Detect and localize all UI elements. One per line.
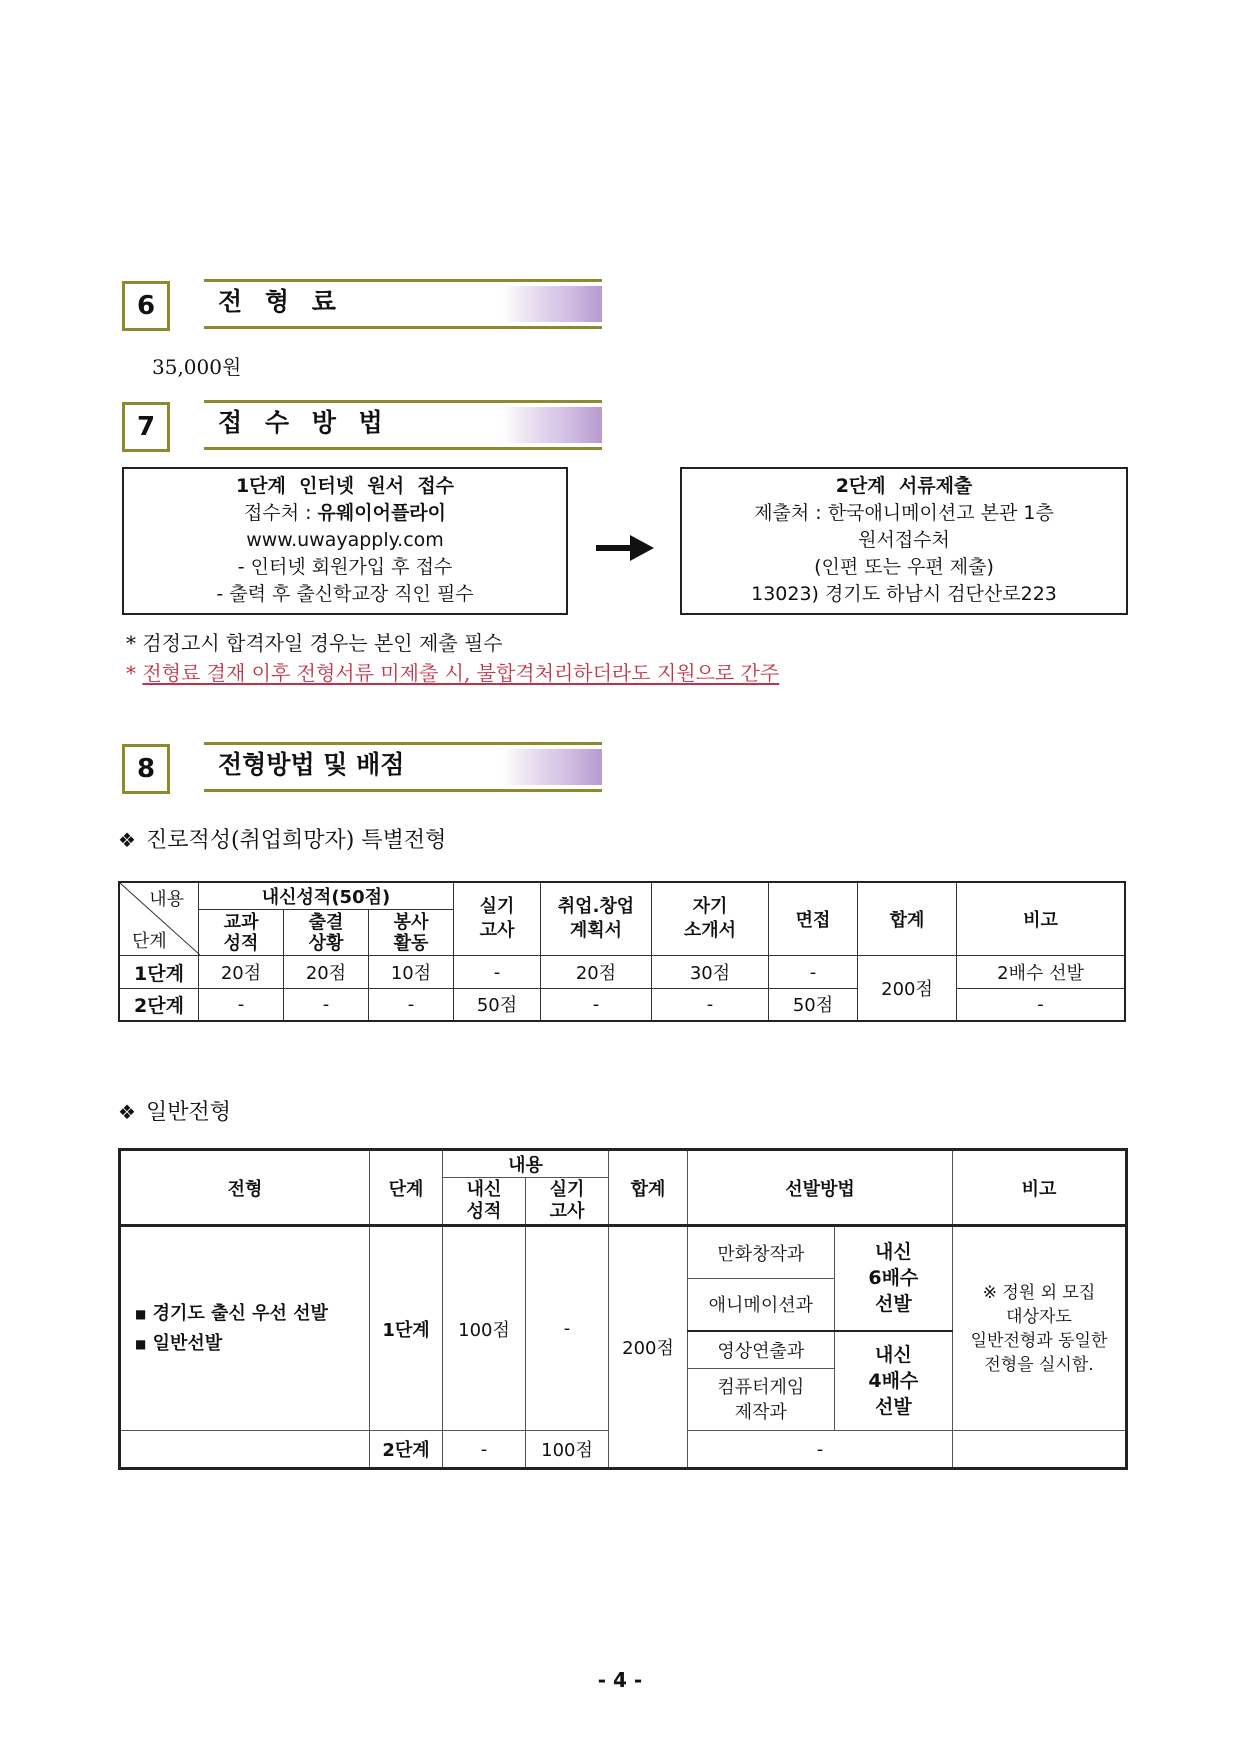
section-7-header bbox=[204, 400, 602, 450]
fee-amount: 35,000원 bbox=[152, 355, 242, 379]
col-note: 비고 bbox=[953, 1150, 1127, 1226]
general-admission-table bbox=[118, 1148, 1128, 1470]
step1-box bbox=[122, 467, 568, 615]
section-7-number: 7 bbox=[122, 402, 170, 452]
table-row: 2단계 - - - 50점 - - 50점 - bbox=[119, 989, 1125, 1021]
dept-cell: 만화창작과 bbox=[688, 1226, 835, 1279]
corner-cell: 내용 단계 bbox=[119, 882, 199, 956]
col-method: 선발방법 bbox=[688, 1150, 953, 1226]
col-interview: 면접 bbox=[769, 882, 858, 956]
total-cell: 200점 bbox=[858, 956, 957, 1021]
section-7-title: 접 수 방 법 bbox=[218, 408, 390, 437]
naesin-group-header: 내신성적(50점) bbox=[199, 882, 454, 910]
page-number: - 4 - bbox=[597, 1668, 643, 1692]
note-ged: * 검정고시 합격자일 경우는 본인 제출 필수 bbox=[126, 631, 503, 655]
total-cell: 200점 bbox=[609, 1226, 688, 1469]
step2-line4: 13023) 경기도 하남시 검단산로223 bbox=[751, 583, 1057, 605]
subcol-silgi: 실기 고사 bbox=[526, 1178, 609, 1226]
dept-cell: 애니메이션과 bbox=[688, 1279, 835, 1331]
subcol-subject: 교과 성적 bbox=[199, 910, 284, 956]
col-type: 전형 bbox=[120, 1150, 370, 1226]
table-row: 1단계 20점 20점 10점 - 20점 30점 - 200점 2배수 선발 bbox=[119, 956, 1125, 989]
type-cell: ■ 경기도 출신 우선 선발 ■ 일반선발 bbox=[120, 1226, 370, 1431]
content-group-header: 내용 bbox=[443, 1150, 609, 1178]
arrow-right-icon bbox=[596, 535, 654, 561]
step2-box bbox=[680, 467, 1128, 615]
col-intro: 자기 소개서 bbox=[652, 882, 769, 956]
subcol-naesin: 내신 성적 bbox=[443, 1178, 526, 1226]
subheading-special: ❖ 진로적성(취업희망자) 특별전형 bbox=[118, 828, 447, 853]
col-stage: 단계 bbox=[370, 1150, 443, 1226]
table-row: ■ 경기도 출신 우선 선발 ■ 일반선발 1단계 100점 - 200점 만화창작과 내신 6배수 선발 ※ 정원 외 모집 대상자도 일반전형과 동일한 전형을 실시함. bbox=[120, 1226, 1127, 1279]
col-total: 합계 bbox=[858, 882, 957, 956]
step2-title: 2단계 서류제출 bbox=[835, 475, 973, 497]
subcol-volunteer: 봉사 활동 bbox=[369, 910, 454, 956]
step1-line4: - 출력 후 출신학교장 직인 필수 bbox=[216, 583, 474, 605]
section-8-header bbox=[204, 742, 602, 792]
subcol-attendance: 출결 상황 bbox=[284, 910, 369, 956]
col-plan: 취업.창업 계획서 bbox=[541, 882, 652, 956]
step1-line3: - 인터넷 회원가입 후 접수 bbox=[237, 556, 453, 578]
dept-cell: 컴퓨터게임 제작과 bbox=[688, 1369, 835, 1431]
col-note: 비고 bbox=[957, 882, 1126, 956]
diamond-bullet-icon: ❖ bbox=[118, 828, 136, 852]
section-8-number: 8 bbox=[122, 744, 170, 794]
section-6-number: 6 bbox=[122, 281, 170, 331]
section-6-title: 전 형 료 bbox=[218, 287, 343, 316]
method-4x: 내신 4배수 선발 bbox=[834, 1331, 952, 1431]
method-6x: 내신 6배수 선발 bbox=[834, 1226, 952, 1331]
step2-line1: 제출처 : 한국애니메이션고 본관 1층 bbox=[754, 502, 1054, 524]
section-6-header bbox=[204, 279, 602, 329]
square-bullet-icon: ■ bbox=[135, 1336, 147, 1351]
step1-line1: 접수처 : 유웨이어플라이 bbox=[243, 502, 447, 524]
square-bullet-icon: ■ bbox=[135, 1306, 147, 1321]
step1-title: 1단계 인터넷 원서 접수 bbox=[235, 475, 455, 497]
subheading-general: ❖ 일반전형 bbox=[118, 1100, 231, 1125]
dept-cell: 영상연출과 bbox=[688, 1331, 835, 1369]
table-row: 2단계 - 100점 - bbox=[120, 1431, 1127, 1469]
col-silgi: 실기 고사 bbox=[454, 882, 541, 956]
diamond-bullet-icon: ❖ bbox=[118, 1100, 136, 1124]
step2-line2: 원서접수처 bbox=[858, 529, 950, 551]
section-8-title: 전형방법 및 배점 bbox=[218, 750, 405, 779]
note-warning: * 전형료 결재 이후 전형서류 미제출 시, 불합격처리하더라도 지원으로 간주 bbox=[126, 661, 780, 685]
step1-url: www.uwayapply.com bbox=[246, 529, 444, 551]
special-admission-table bbox=[118, 881, 1126, 1022]
col-total: 합계 bbox=[609, 1150, 688, 1226]
step2-line3: (인편 또는 우편 제출) bbox=[814, 556, 994, 578]
note-cell: ※ 정원 외 모집 대상자도 일반전형과 동일한 전형을 실시함. bbox=[953, 1226, 1127, 1431]
